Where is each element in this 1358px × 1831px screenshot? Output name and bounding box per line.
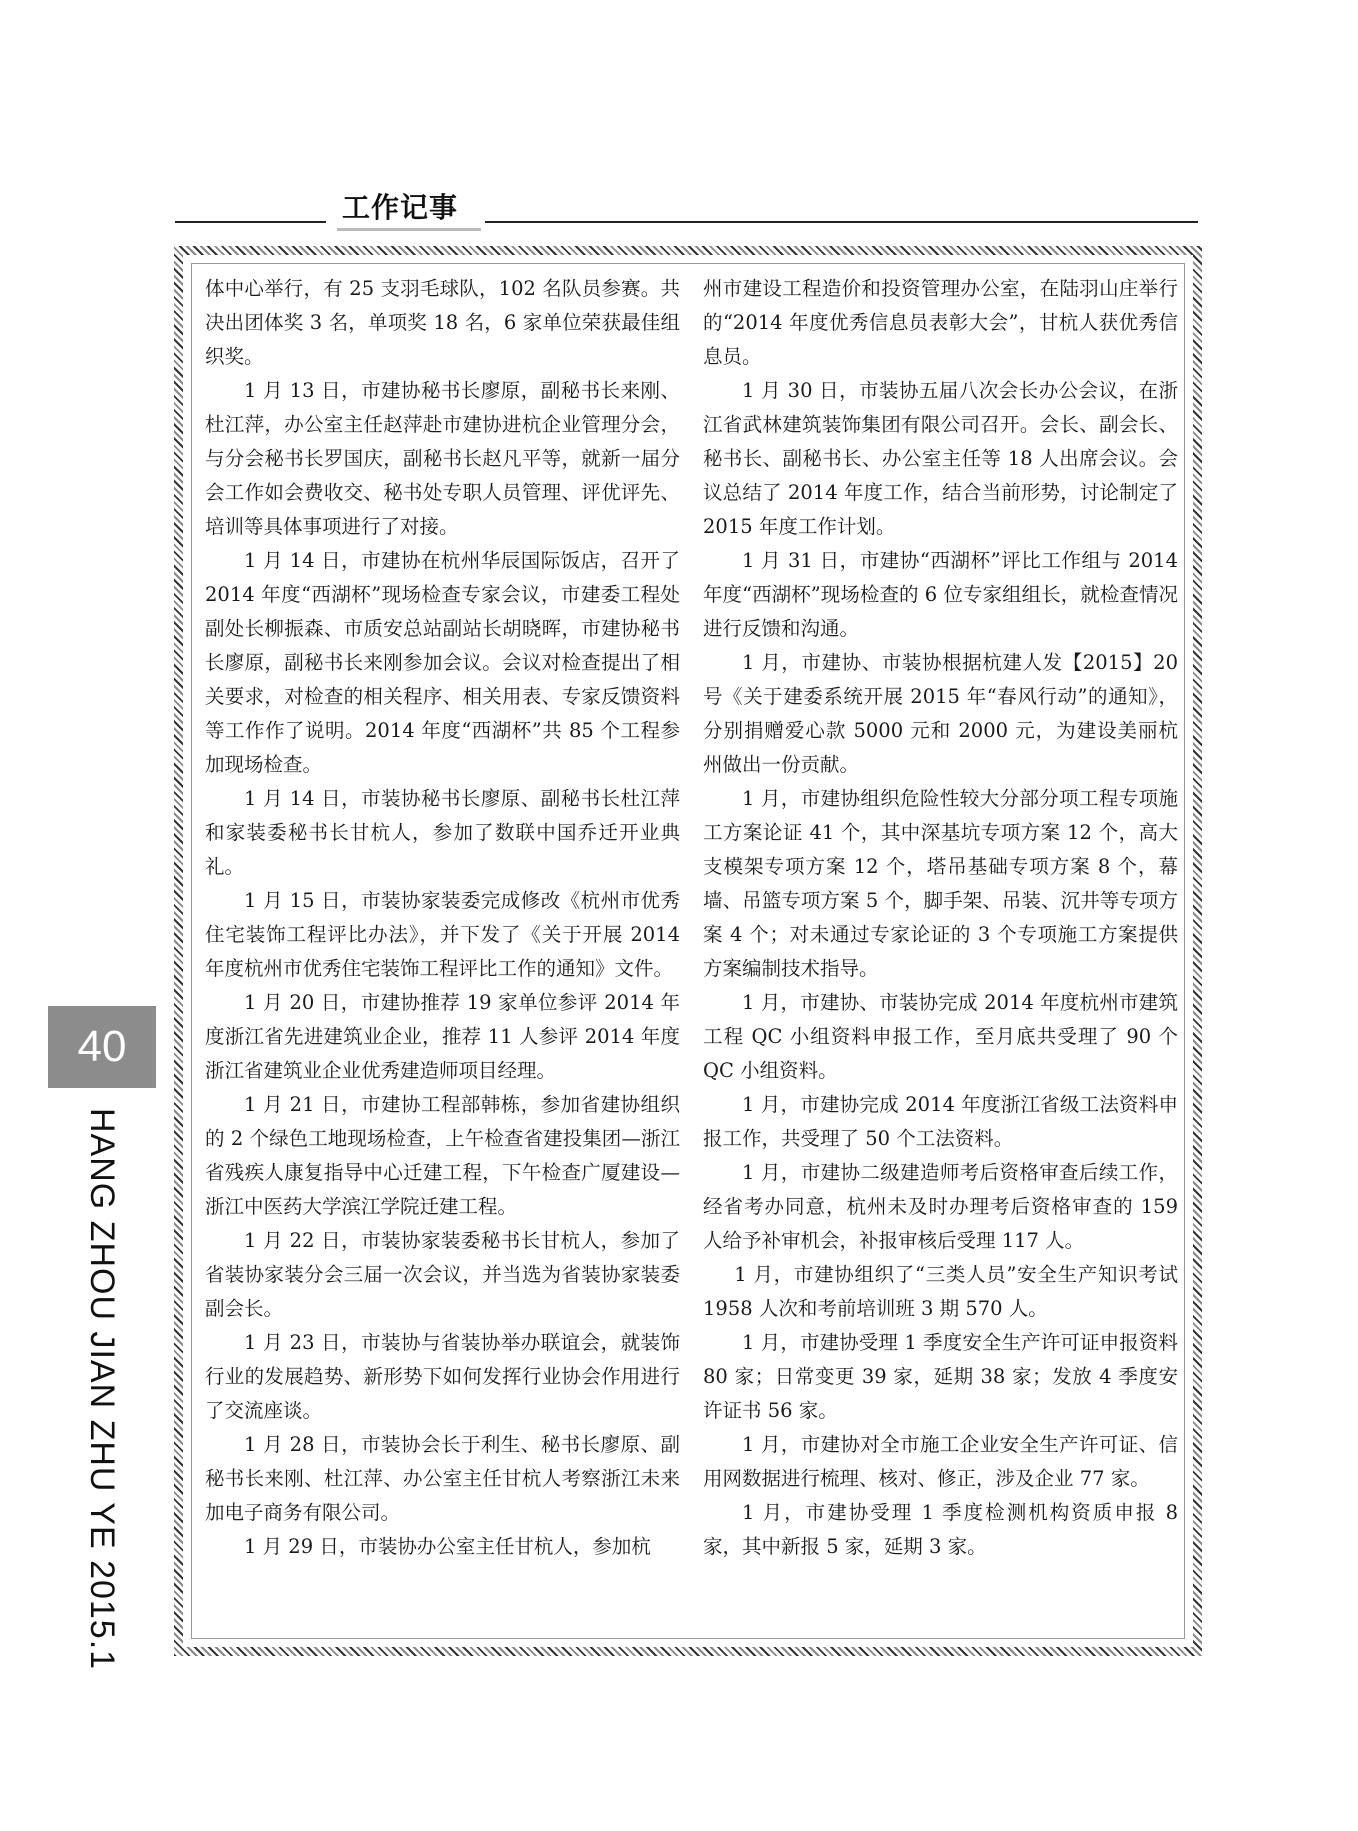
paragraph: 1 月，市建协受理 1 季度检测机构资质申报 8 家，其中新报 5 家，延期 3 家。 xyxy=(703,1501,1178,1558)
paragraph: 1 月 15 日，市装协家装委完成修改《杭州市优秀住宅装饰工程评比办法》，并下发了《关于开展 2014 年度杭州市优秀住宅装饰工程评比工作的通知》文件。 xyxy=(205,889,680,980)
section-title-underline xyxy=(337,228,481,231)
paragraph: 1 月，市建协、市装协完成 2014 年度杭州市建筑工程 QC 小组资料申报工作，至月底共受理了 90 个 QC 小组资料。 xyxy=(703,991,1178,1082)
left-column xyxy=(205,272,680,1564)
paragraph: 1 月，市建协完成 2014 年度浙江省级工法资料申报工作，共受理了 50 个工法资料。 xyxy=(703,1093,1178,1150)
paragraph: 体中心举行，有 25 支羽毛球队，102 名队员参赛。共决出团体奖 3 名，单项奖 18 名，6 家单位荣获最佳组织奖。 xyxy=(205,277,680,368)
paragraph: 1 月，市建协组织了“三类人员”安全生产知识考试 1958 人次和考前培训班 3 期 570 人。 xyxy=(703,1263,1178,1320)
paragraph: 1 月 13 日，市建协秘书长廖原，副秘书长来刚、杜江萍，办公室主任赵萍赴市建协进杭企业管理分会，与分会秘书长罗国庆，副秘书长赵凡平等，就新一届分会工作如会费收交、秘书处专职人员管理、评优评先、培训等具体事项进行了对接。 xyxy=(205,379,680,538)
paragraph: 1 月，市建协组织危险性较大分部分项工程专项施工方案论证 41 个，其中深基坑专项方案 12 个，高大支模架专项方案 12 个，塔吊基础专项方案 8 个，幕墙、吊篮专项方案 5 个，脚手架、吊装、沉井等专项方案 4 个；对未通过专家论证的 3 个专项施工方案提供方案编制技术指导。 xyxy=(703,787,1178,980)
header-rule-left xyxy=(175,221,326,223)
page-number: 40 xyxy=(77,1022,127,1071)
paragraph: 1 月 20 日，市建协推荐 19 家单位参评 2014 年度浙江省先进建筑业企业，推荐 11 人参评 2014 年度浙江省建筑业企业优秀建造师项目经理。 xyxy=(205,991,680,1082)
paragraph: 1 月，市建协二级建造师考后资格审查后续工作，经省考办同意，杭州未及时办理考后资格审查的 159 人给予补审机会，补报审核后受理 117 人。 xyxy=(703,1161,1178,1252)
header-rule-right xyxy=(485,221,1198,223)
paragraph: 1 月 28 日，市装协会长于利生、秘书长廖原、副秘书长来刚、杜江萍、办公室主任甘杭人考察浙江未来加电子商务有限公司。 xyxy=(205,1433,680,1524)
paragraph: 1 月 14 日，市建协在杭州华辰国际饭店，召开了 2014 年度“西湖杯”现场检查专家会议，市建委工程处副处长柳振森、市质安总站副站长胡晓晖，市建协秘书长廖原，副秘书长来刚参加会议。会议对检查提出了相关要求，对检查的相关程序、相关用表、专家反馈资料等工作作了说明。2014 年度“西湖杯”共 85 个工程参加现场检查。 xyxy=(205,549,680,776)
paragraph: 1 月 22 日，市装协家装委秘书长甘杭人，参加了省装协家装分会三届一次会议，并当选为省装协家装委副会长。 xyxy=(205,1229,680,1320)
journal-name: HANG ZHOU JIAN ZHU YE 2015.1 xyxy=(83,1108,121,1671)
paragraph: 1 月 29 日，市装协办公室主任甘杭人，参加杭 xyxy=(244,1535,651,1558)
right-column xyxy=(703,272,1178,1564)
paragraph: 1 月 31 日，市建协“西湖杯”评比工作组与 2014 年度“西湖杯”现场检查的 6 位专家组组长，就检查情况进行反馈和沟通。 xyxy=(703,549,1178,640)
paragraph: 1 月，市建协受理 1 季度安全生产许可证申报资料 80 家；日常变更 39 家，延期 38 家；发放 4 季度安许证书 56 家。 xyxy=(703,1331,1178,1422)
paragraph: 1 月 21 日，市建协工程部韩栋，参加省建协组织的 2 个绿色工地现场检查，上午检查省建投集团—浙江省残疾人康复指导中心迁建工程，下午检查广厦建设—浙江中医药大学滨江学院迁建工程。 xyxy=(205,1093,680,1218)
paragraph: 1 月 30 日，市装协五届八次会长办公会议，在浙江省武林建筑装饰集团有限公司召开。会长、副会长、秘书长、副秘书长、办公室主任等 18 人出席会议。会议总结了 2014 年度工作，结合当前形势，讨论制定了 2015 年度工作计划。 xyxy=(703,379,1178,538)
paragraph: 1 月，市建协对全市施工企业安全生产许可证、信用网数据进行梳理、核对、修正，涉及企业 77 家。 xyxy=(703,1433,1178,1490)
paragraph: 1 月 14 日，市装协秘书长廖原、副秘书长杜江萍和家装委秘书长甘杭人，参加了数联中国乔迁开业典礼。 xyxy=(205,787,680,878)
paragraph: 1 月，市建协、市装协根据杭建人发【2015】20 号《关于建委系统开展 2015 年“春风行动”的通知》，分别捐赠爱心款 5000 元和 2000 元，为建设美丽杭州做出一份贡献。 xyxy=(703,651,1178,776)
paragraph: 1 月 23 日，市装协与省装协举办联谊会，就装饰行业的发展趋势、新形势下如何发挥行业协会作用进行了交流座谈。 xyxy=(205,1331,680,1422)
section-title: 工作记事 xyxy=(342,191,459,224)
page-number-box xyxy=(48,1006,156,1088)
paragraph: 州市建设工程造价和投资管理办公室，在陆羽山庄举行的“2014 年度优秀信息员表彰大会”，甘杭人获优秀信息员。 xyxy=(703,277,1178,368)
